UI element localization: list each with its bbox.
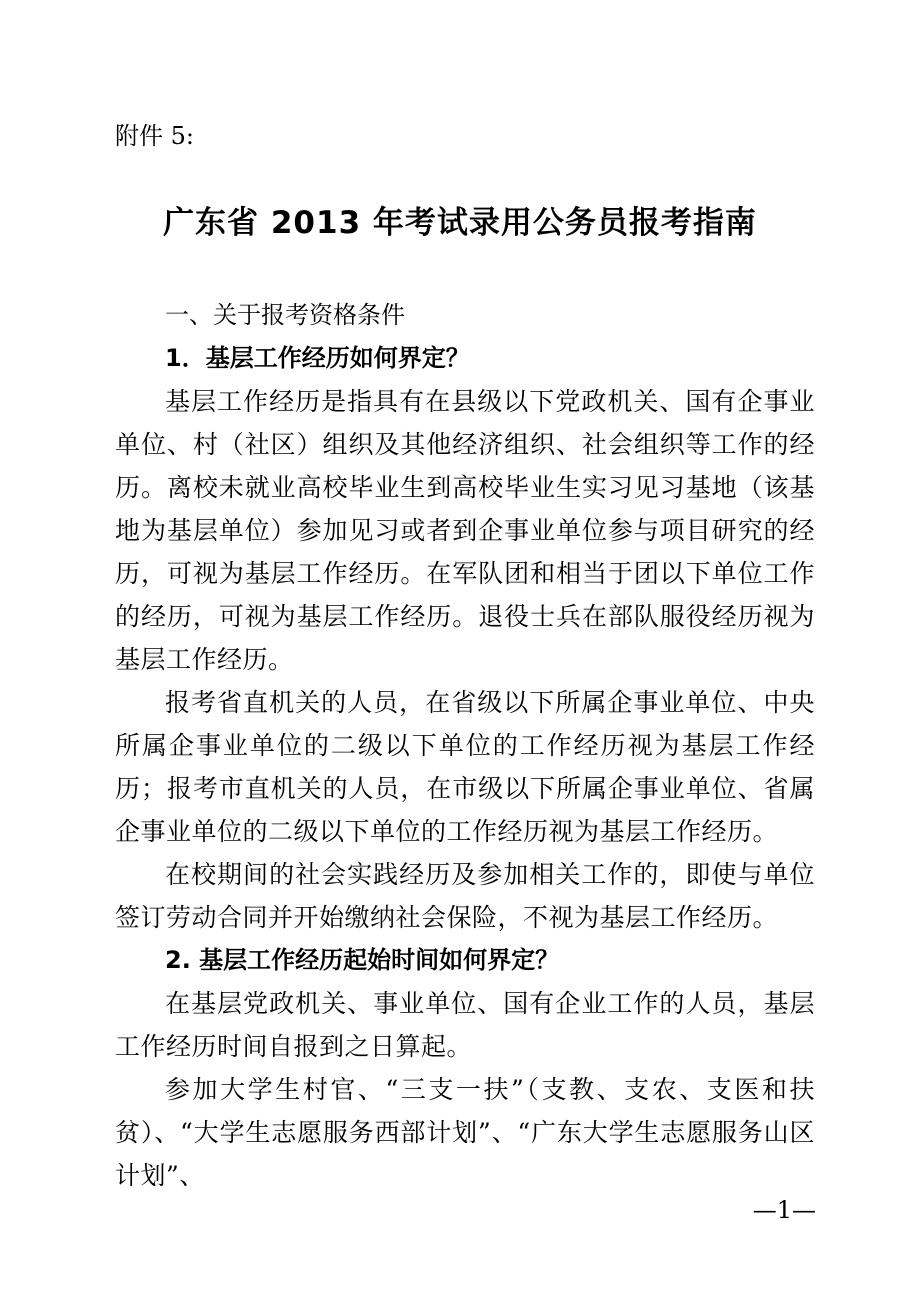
- document-title: 广东省 2013 年考试录用公务员报考指南: [163, 205, 757, 241]
- document-body: [115, 294, 815, 1197]
- page-number: —1—: [752, 1196, 816, 1224]
- question-1-paragraph-2: 报考省直机关的人员，在省级以下所属企事业单位、中央所属企事业单位的二级以下单位的工作经历视为基层工作经历；报考市直机关的人员，在市级以下所属企事业单位、省属企事业单位的二级以下单位的工作经历视为基层工作经历。: [115, 688, 815, 846]
- question-2-paragraph-1: 在基层党政机关、事业单位、国有企业工作的人员，基层工作经历时间自报到之日算起。: [115, 989, 815, 1061]
- attachment-label: 附件 5:: [115, 122, 194, 150]
- question-1-paragraph-3: 在校期间的社会实践经历及参加相关工作的，即使与单位签订劳动合同并开始缴纳社会保险，不视为基层工作经历。: [115, 860, 815, 932]
- question-2-paragraph-2: 参加大学生村官、“三支一扶”（支教、支农、支医和扶贫）、“大学生志愿服务西部计划”、“广东大学生志愿服务山区计划”、: [115, 1075, 815, 1190]
- question-1-heading: 1．基层工作经历如何界定？: [165, 344, 470, 372]
- question-1-paragraph-1: 基层工作经历是指具有在县级以下党政机关、国有企事业单位、村（社区）组织及其他经济组织、社会组织等工作的经历。离校未就业高校毕业生到高校毕业生实习见习基地（该基地为基层单位）参加见习或者到企事业单位参与项目研究的经历，可视为基层工作经历。在军队团和相当于团以下单位工作的经历，可视为基层工作经历。退役士兵在部队服役经历视为基层工作经历。: [115, 387, 815, 674]
- question-2-heading: 2. 基层工作经历起始时间如何界定？: [165, 946, 560, 974]
- section-heading-eligibility: 一、关于报考资格条件: [165, 301, 405, 329]
